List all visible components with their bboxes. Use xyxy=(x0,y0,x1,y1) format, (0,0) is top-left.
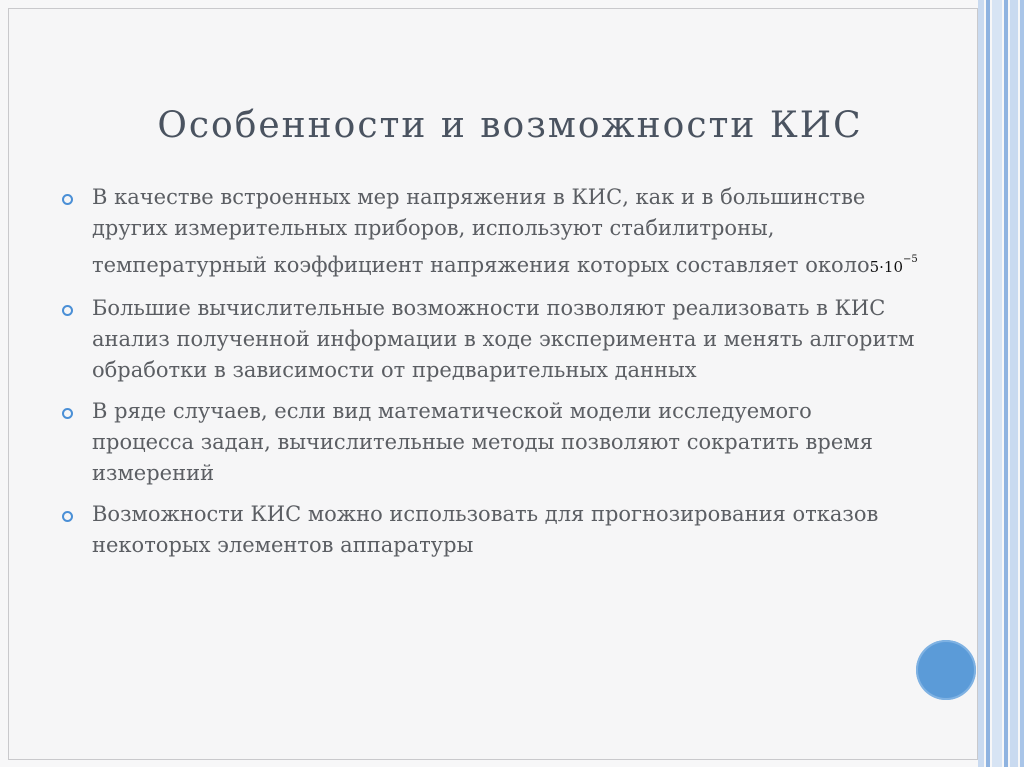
bullet-item xyxy=(60,293,920,386)
circle-bullet-icon xyxy=(62,194,73,205)
bullet-text: В ряде случаев, если вид математической модели исследуемого процесса задан, вычислительные методы позволяют сократить время измерений xyxy=(92,399,873,485)
bullet-item xyxy=(60,499,920,561)
decorative-stripes xyxy=(976,0,1024,767)
bullet-item xyxy=(60,396,920,489)
circle-bullet-icon xyxy=(62,305,73,316)
bullet-text: Большие вычислительные возможности позволяют реализовать в КИС анализ полученной информации в ходе эксперимента и менять алгоритм обработки в зависимости от предварительных данных xyxy=(92,296,915,382)
slide-title: Особенности и возможности КИС xyxy=(157,105,863,146)
formula xyxy=(869,254,918,276)
bullet-text: Возможности КИС можно использовать для прогнозирования отказов некоторых элементов аппаратуры xyxy=(92,502,879,557)
circle-bullet-icon xyxy=(62,408,73,419)
bullet-list xyxy=(60,182,920,571)
bullet-text: В качестве встроенных мер напряжения в КИС, как и в большинстве других измерительных приборов, используют стабилитроны, температурный коэффициент напряжения которых составляет около xyxy=(92,185,870,277)
formula-base: 5·10 xyxy=(869,258,903,276)
circle-bullet-icon xyxy=(62,511,73,522)
formula-exponent: −5 xyxy=(903,254,918,265)
decorative-circle xyxy=(916,640,976,700)
bullet-item xyxy=(60,182,920,283)
